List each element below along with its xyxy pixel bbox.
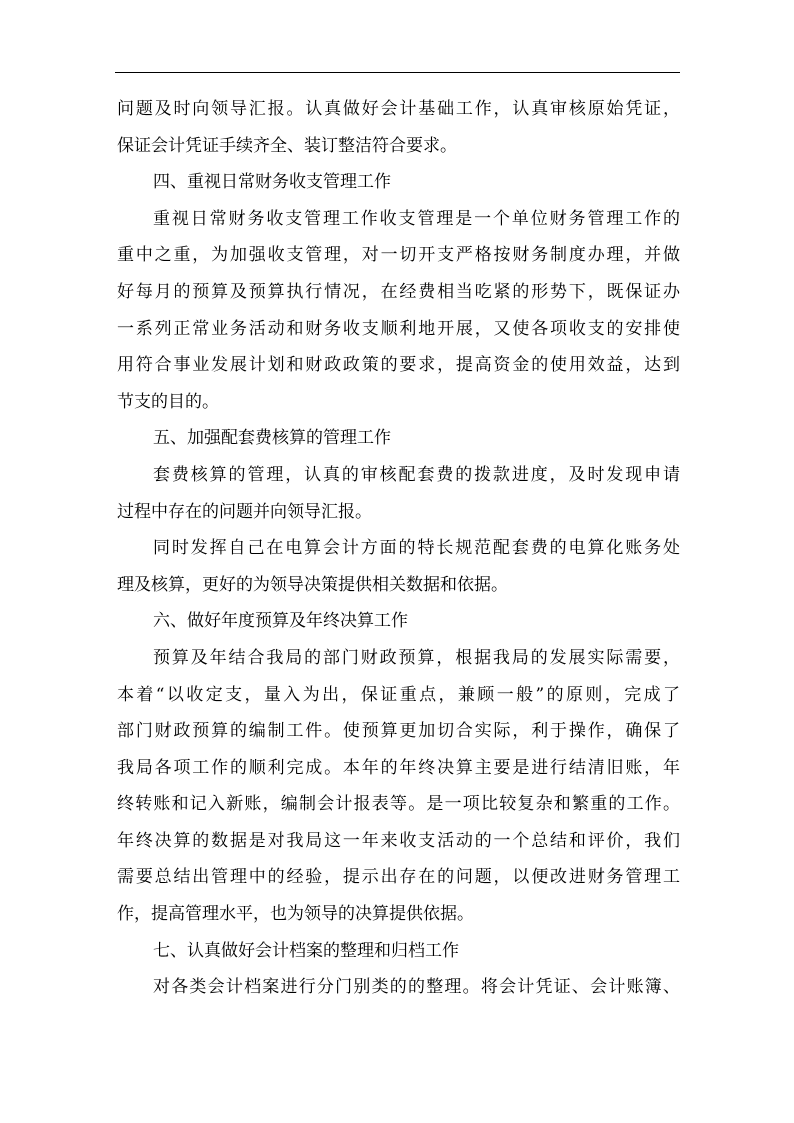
document-body <box>117 91 680 1006</box>
text-line: 作，提高管理水平，也为领导的决算提供依据。 <box>117 904 474 925</box>
paragraph-first-line: 对各类会计档案进行分门别类的的整理。将会计凭证、会计账簿、 <box>153 977 680 998</box>
text-line: 部门财政预算的编制工件。使预算更加切合实际，利于操作，确保了 <box>117 721 680 742</box>
paragraph-first-line: 同时发挥自己在电算会计方面的特长规范配套费的电算化账务处 <box>153 538 680 559</box>
text-line: 重中之重，为加强收支管理，对一切开支严格按财务制度办理，并做 <box>117 245 680 266</box>
text-line: 好每月的预算及预算执行情况，在经费相当吃紧的形势下，既保证办 <box>117 281 680 302</box>
paragraph-first-line: 重视日常财务收支管理工作收支管理是一个单位财务管理工作的 <box>153 208 680 229</box>
text-line: 终转账和记入新账，编制会计报表等。是一项比较复杂和繁重的工作。 <box>117 794 680 815</box>
paragraph-first-line: 预算及年结合我局的部门财政预算，根据我局的发展实际需要， <box>153 647 680 668</box>
section-heading: 七、认真做好会计档案的整理和归档工作 <box>153 940 459 961</box>
text-line: 问题及时向领导汇报。认真做好会计基础工作，认真审核原始凭证， <box>117 99 680 119</box>
section-heading: 五、加强配套费核算的管理工作 <box>153 428 391 449</box>
text-line: 理及核算，更好的为领导决策提供相关数据和依据。 <box>117 574 508 595</box>
text-line: 用符合事业发展计划和财政政策的要求，提高资金的使用效益，达到 <box>117 355 680 376</box>
text-line: 节支的目的。 <box>117 391 219 412</box>
text-line: 年终决算的数据是对我局这一年来收支活动的一个总结和评价，我们 <box>117 830 680 851</box>
header-rule <box>115 72 680 73</box>
text-line: 需要总结出管理中的经验，提示出存在的问题，以便改进财务管理工 <box>117 867 680 888</box>
text-line: 本着“以收定支，量入为出，保证重点，兼顾一般”的原则，完成了 <box>117 684 680 705</box>
paragraph-first-line: 套费核算的管理，认真的审核配套费的拨款进度，及时发现申请 <box>153 464 680 485</box>
text-line: 我局各项工作的顺利完成。本年的年终决算主要是进行结清旧账，年 <box>117 757 680 778</box>
text-line: 一系列正常业务活动和财务收支顺利地开展，又使各项收支的安排使 <box>117 318 680 339</box>
text-line: 过程中存在的问题并向领导汇报。 <box>117 501 372 522</box>
text-line: 保证会计凭证手续齐全、装订整洁符合要求。 <box>117 135 457 156</box>
section-heading: 四、重视日常财务收支管理工作 <box>153 172 391 193</box>
section-heading: 六、做好年度预算及年终决算工作 <box>153 611 408 632</box>
